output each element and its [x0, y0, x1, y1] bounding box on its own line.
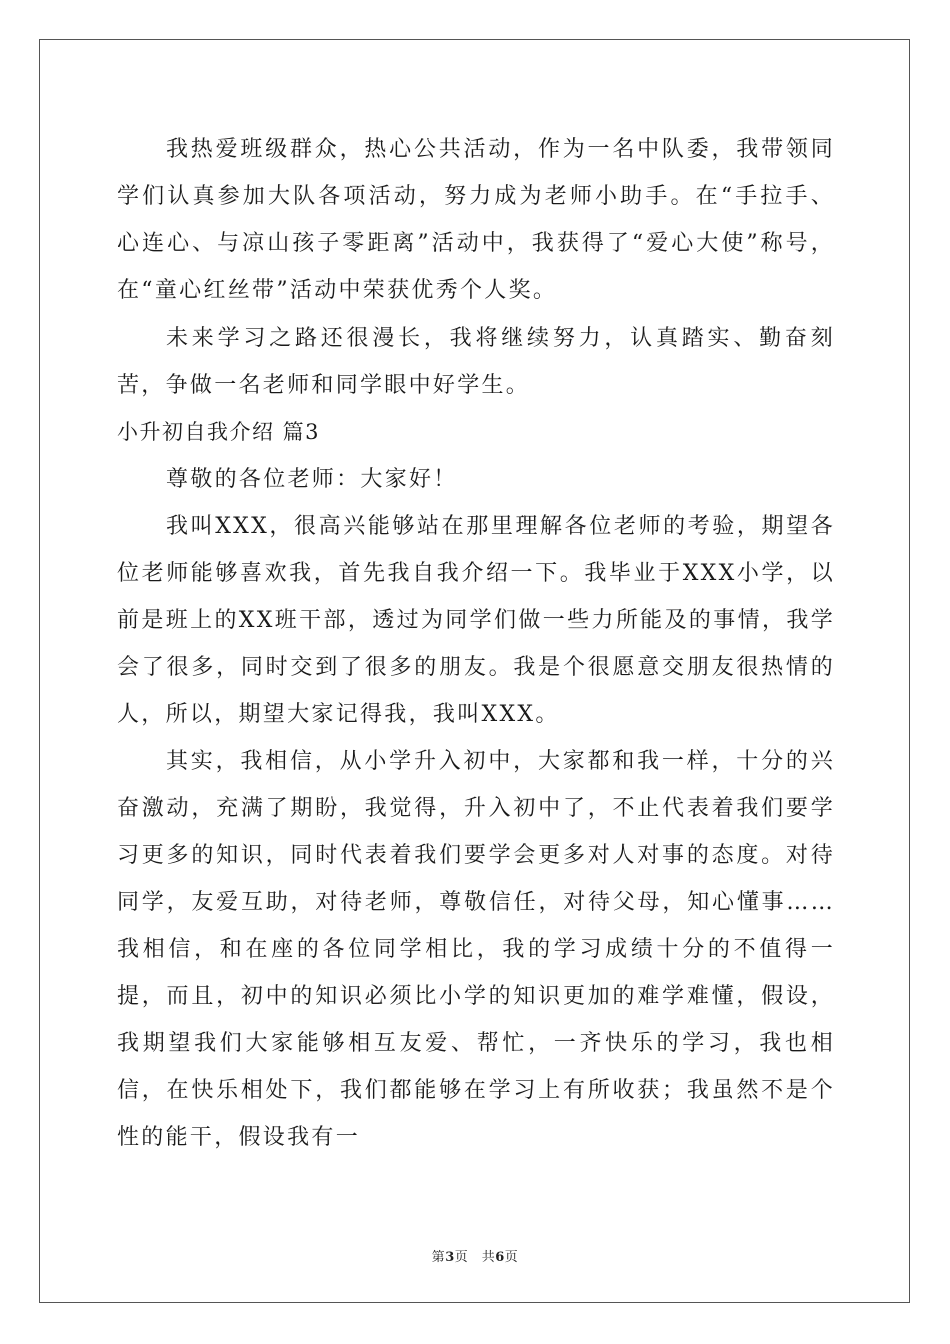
section-heading: 小升初自我介绍 篇3	[117, 420, 321, 444]
paragraph-greeting: 尊敬的各位老师：大家好！	[166, 467, 458, 492]
paragraph-class-activities: 我热爱班级群众，热心公共活动，作为一名中队委，我带领同学们认真参加大队各项活动，努力成为老师小助手。在“手拉手、心连心、与凉山孩子零距离”活动中，我获得了“爱心大使”称号，在“童心红丝带”活动中荣获优秀个人奖。	[117, 137, 835, 303]
page-suffix: 页	[504, 1250, 519, 1265]
current-page-number: 3	[445, 1250, 455, 1265]
page-middle-text: 页 共	[454, 1250, 496, 1265]
paragraph-future-study: 未来学习之路还很漫长，我将继续努力，认真踏实、勤奋刻苦，争做一名老师和同学眼中好学生。	[117, 326, 835, 398]
paragraph-self-introduction: 我叫XXX，很高兴能够站在那里理解各位老师的考验，期望各位老师能够喜欢我，首先我自我介绍一下。我毕业于XXX小学，以前是班上的XX班干部，透过为同学们做一些力所能及的事情，我学会了很多，同时交到了很多的朋友。我是个很愿意交朋友很热情的人，所以，期望大家记得我，我叫XXX。	[117, 514, 835, 727]
page-prefix: 第	[431, 1250, 446, 1265]
paragraph-expectations: 其实，我相信，从小学升入初中，大家都和我一样，十分的兴奋激动，充满了期盼，我觉得，升入初中了，不止代表着我们要学习更多的知识，同时代表着我们要学会更多对人对事的态度。对待同学，友爱互助，对待老师，尊敬信任，对待父母，知心懂事……我相信，和在座的各位同学相比，我的学习成绩十分的不值得一提，而且，初中的知识必须比小学的知识更加的难学难懂，假设，我期望我们大家能够相互友爱、帮忙，一齐快乐的学习，我也相信，在快乐相处下，我们都能够在学习上有所收获；我虽然不是个性的能干，假设我有一	[117, 749, 835, 1150]
page-number-footer	[0, 1246, 950, 1265]
total-page-number: 6	[495, 1250, 505, 1265]
document-body	[117, 126, 835, 1161]
